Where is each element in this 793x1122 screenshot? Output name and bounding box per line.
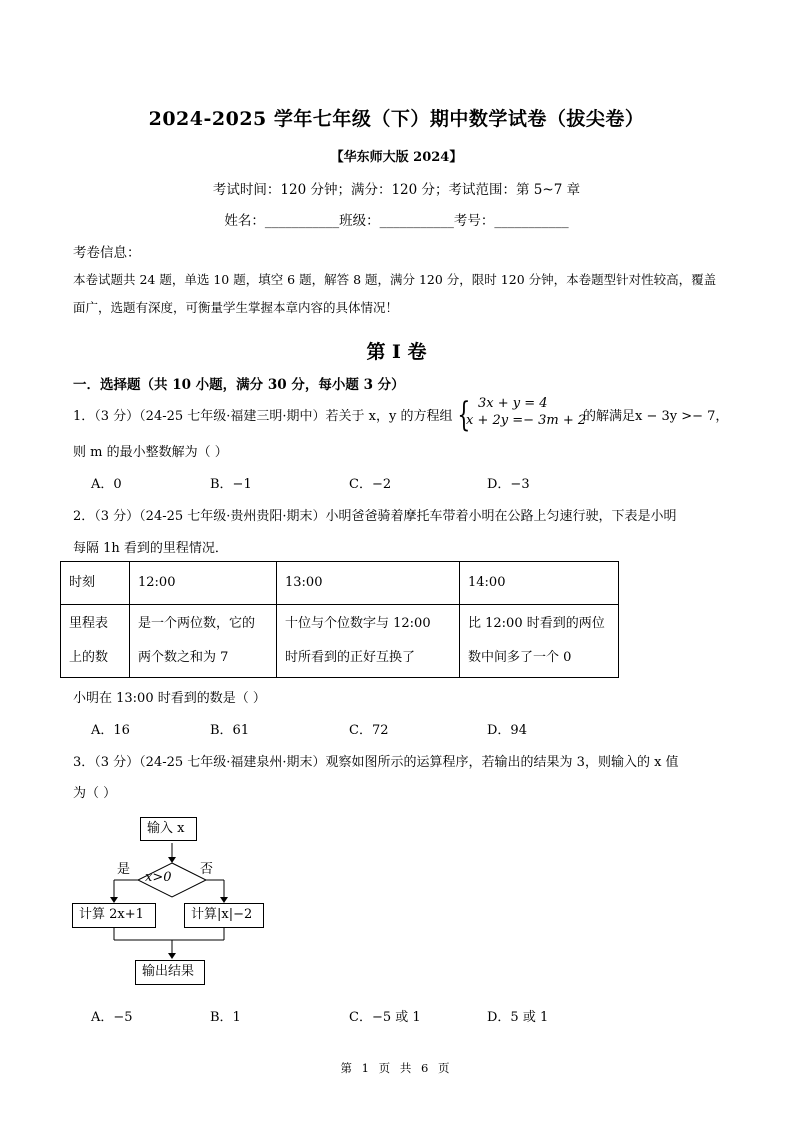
- q2-question: 小明在 13:00 时看到的数是（ ）: [73, 691, 266, 706]
- q2-option-c[interactable]: C．72: [349, 723, 389, 738]
- q3-option-a[interactable]: A．−5: [91, 1010, 133, 1025]
- q3-line1: 3．（3 分）（24-25 七年级·福建泉州·期末）观察如图所示的运算程序，若输出的结果为 3，则输入的 x 值: [73, 755, 679, 770]
- q2-line1: 2．（3 分）（24-25 七年级·贵州贵阳·期末）小明爸爸骑着摩托车带着小明在公路上匀速行驶，下表是小明: [73, 509, 677, 524]
- table-cell: [130, 605, 277, 678]
- q2-option-a[interactable]: A．16: [91, 723, 130, 738]
- table-cell: [277, 605, 460, 678]
- q1-option-a[interactable]: A．0: [91, 477, 122, 492]
- table-header-cell: 12:00: [130, 562, 277, 605]
- section-title: 一．选择题（共 10 小题，满分 30 分，每小题 3 分）: [73, 377, 405, 393]
- table-header-cell: 时刻: [61, 562, 130, 605]
- q2-line2: 每隔 1h 看到的里程情况．: [73, 541, 228, 556]
- q1-brace: {: [457, 395, 471, 435]
- edition-label: 【华东师大版 2024】: [330, 150, 463, 165]
- q1-suffix: 的解满足x − 3y >− 7，: [583, 409, 729, 424]
- flowchart-left-box: 计算 2x+1: [72, 903, 156, 928]
- flowchart-no-label: 否: [200, 862, 214, 877]
- q1-line2: 则 m 的最小整数解为（ ）: [73, 445, 228, 460]
- info-text: 本卷试题共 24 题，单选 10 题，填空 6 题，解答 8 题，满分 120 分，限时 120 分钟，本卷题型针对性较高，覆盖面广，选题有深度，可衡量学生掌握本章内容的具体情况！: [73, 272, 717, 315]
- q1-equation-1: 3x + y = 4: [478, 396, 548, 411]
- table-cell: [460, 605, 619, 678]
- table-cell-line: 两个数之和为 7: [138, 650, 229, 665]
- q2-option-d[interactable]: D．94: [487, 723, 527, 738]
- table-header-cell: 13:00: [277, 562, 460, 605]
- q3-option-c[interactable]: C．−5 或 1: [349, 1010, 421, 1025]
- table-row: [61, 605, 619, 678]
- q1-option-d[interactable]: D．−3: [487, 477, 530, 492]
- table-cell-line: 是一个两位数，它的: [138, 616, 256, 631]
- q3-option-d[interactable]: D．5 或 1: [487, 1010, 549, 1025]
- q1-equation-2: x + 2y =− 3m + 2: [466, 413, 587, 428]
- table-row-label: [61, 605, 130, 678]
- table-cell-line: 时所看到的正好互换了: [285, 650, 416, 665]
- flowchart-input-box: 输入 x: [140, 817, 197, 841]
- table-cell-line: 十位与个位数字与 12:00: [285, 616, 431, 631]
- page-footer: 第 1 页 共 6 页: [340, 1061, 453, 1075]
- flowchart-right-box: 计算|x|−2: [184, 903, 264, 928]
- q3-option-b[interactable]: B．1: [210, 1010, 241, 1025]
- table-header-row: [61, 562, 619, 605]
- name-class-id-line: 姓名：___________班级：___________考号：___________: [224, 213, 569, 229]
- page-title: 2024-2025 学年七年级（下）期中数学试卷（拔尖卷）: [148, 108, 645, 130]
- table-row-label-line: 上的数: [69, 650, 109, 665]
- q2-option-b[interactable]: B．61: [210, 723, 250, 738]
- info-label: 考卷信息：: [73, 245, 141, 261]
- table-cell-line: 数中间多了一个 0: [468, 650, 572, 665]
- exam-info: 考试时间：120 分钟；满分：120 分；考试范围：第 5~7 章: [212, 182, 581, 198]
- flowchart-yes-label: 是: [117, 862, 131, 877]
- q3-line2: 为（ ）: [73, 786, 117, 801]
- flowchart-output-box: 输出结果: [135, 960, 205, 985]
- q1-prefix: 1．（3 分）（24-25 七年级·福建三明·期中）若关于 x，y 的方程组: [73, 409, 453, 424]
- mileage-table: [60, 561, 619, 678]
- q1-option-c[interactable]: C．−2: [349, 477, 392, 492]
- volume-title: 第 I 卷: [366, 341, 427, 363]
- flowchart-condition: x>0: [145, 870, 172, 885]
- table-cell-line: 比 12:00 时看到的两位: [468, 616, 605, 631]
- table-header-cell: 14:00: [460, 562, 619, 605]
- q1-option-b[interactable]: B．−1: [210, 477, 252, 492]
- table-row-label-line: 里程表: [69, 616, 109, 631]
